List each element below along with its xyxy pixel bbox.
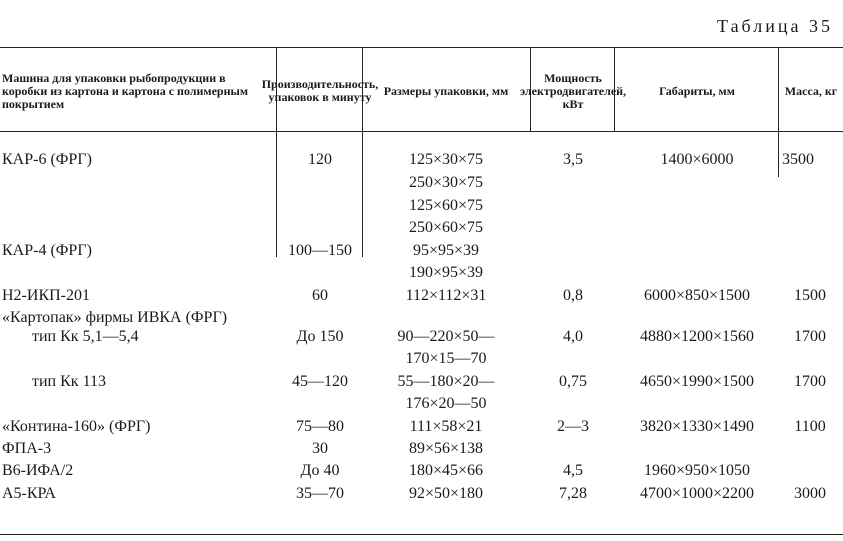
- table-row: [0, 172, 843, 194]
- cell-size: 125×30×75: [408, 151, 484, 168]
- cell-size: 180×45×66: [408, 462, 484, 479]
- cell-size: 95×95×39: [412, 242, 480, 259]
- cell-dimensions: 4650×1990×1500: [639, 373, 755, 390]
- table-row: [0, 438, 843, 460]
- cell-size: 170×15—70: [405, 350, 487, 367]
- cell-dimensions: 4880×1200×1560: [639, 328, 755, 345]
- cell-size: 90—220×50—: [397, 328, 495, 345]
- cell-dimensions: 4700×1000×2200: [639, 485, 755, 502]
- cell-power: 2—3: [557, 418, 589, 435]
- header-capacity: Производительность, упаковок в минуту: [261, 77, 379, 104]
- header-sizes: Размеры упаковки, мм: [383, 83, 509, 98]
- cell-capacity: 75—80: [296, 418, 344, 435]
- cell-size: 125×60×75: [408, 197, 484, 214]
- cell-capacity: 35—70: [296, 485, 344, 502]
- cell-machine: КАР-4 (ФРГ): [2, 242, 92, 259]
- cell-capacity: 30: [312, 440, 328, 457]
- cell-machine: Н2-ИКП-201: [2, 287, 90, 304]
- table-row: [0, 217, 843, 239]
- table-row: [0, 149, 843, 171]
- header-machine: Машина для упаковки рыбопродукции в коробки из картона и картона с полимерным покрытием: [2, 70, 249, 111]
- cell-machine: ФПА-3: [2, 440, 52, 457]
- cell-power: 4,5: [563, 462, 583, 479]
- cell-size: 190×95×39: [408, 264, 484, 281]
- cell-size: 89×56×138: [408, 440, 484, 457]
- cell-machine: А5-КРА: [2, 485, 56, 502]
- cell-size: 92×50×180: [408, 485, 484, 502]
- cell-dimensions: 1400×6000: [660, 151, 734, 168]
- table-row: [0, 371, 843, 393]
- cell-mass: 3000: [794, 485, 826, 502]
- header-bottom-rule: [0, 131, 843, 132]
- cell-power: 0,75: [559, 373, 587, 390]
- table-row: [0, 348, 843, 370]
- table-bottom-rule: [0, 534, 843, 535]
- cell-power: 3,5: [563, 151, 583, 168]
- table-row: [0, 483, 843, 505]
- cell-size: 250×60×75: [408, 219, 484, 236]
- cell-machine: тип Кк 5,1—5,4: [32, 328, 139, 345]
- cell-mass: 1700: [794, 328, 826, 345]
- header-dimensions: Габариты, мм: [659, 83, 735, 98]
- cell-mass: 3500: [782, 151, 814, 168]
- table-row: [0, 460, 843, 482]
- cell-power: 0,8: [563, 287, 583, 304]
- cell-power: 4,0: [563, 328, 583, 345]
- cell-machine: «Контина-160» (ФРГ): [2, 418, 151, 435]
- cell-dimensions: 1960×950×1050: [643, 462, 751, 479]
- cell-capacity: 100—150: [288, 242, 352, 259]
- cell-size: 250×30×75: [408, 174, 484, 191]
- cell-capacity: До 40: [300, 462, 340, 479]
- cell-machine: В6-ИФА/2: [2, 462, 74, 479]
- table-top-rule: [0, 47, 843, 48]
- cell-size: 55—180×20—: [397, 373, 495, 390]
- cell-capacity: 120: [308, 151, 332, 168]
- cell-mass: 1700: [794, 373, 826, 390]
- cell-size: 176×20—50: [405, 395, 487, 412]
- table-row: [0, 262, 843, 284]
- header-power: Мощность электродвигателей, кВт: [519, 70, 627, 111]
- cell-mass: 1500: [794, 287, 826, 304]
- cell-dimensions: 6000×850×1500: [643, 287, 751, 304]
- table-row: [0, 240, 843, 262]
- table-row: [0, 416, 843, 438]
- cell-machine: КАР-6 (ФРГ): [2, 151, 92, 168]
- table-row: [0, 326, 843, 348]
- cell-machine: тип Кк 113: [32, 373, 106, 390]
- table-row: [0, 393, 843, 415]
- cell-size: 111×58×21: [409, 418, 483, 435]
- cell-size: 112×112×31: [405, 287, 487, 304]
- cell-capacity: До 150: [296, 328, 344, 345]
- table-caption: Таблица 35: [717, 16, 833, 36]
- cell-capacity: 45—120: [292, 373, 348, 390]
- cell-power: 7,28: [559, 485, 587, 502]
- cell-mass: 1100: [794, 418, 826, 435]
- cell-dimensions: 3820×1330×1490: [639, 418, 755, 435]
- table-row: [0, 195, 843, 217]
- cell-machine: «Картопак» фирмы ИВКА (ФРГ): [2, 309, 228, 326]
- table-row: [0, 285, 843, 307]
- header-mass: Масса, кг: [784, 83, 838, 98]
- cell-capacity: 60: [312, 287, 328, 304]
